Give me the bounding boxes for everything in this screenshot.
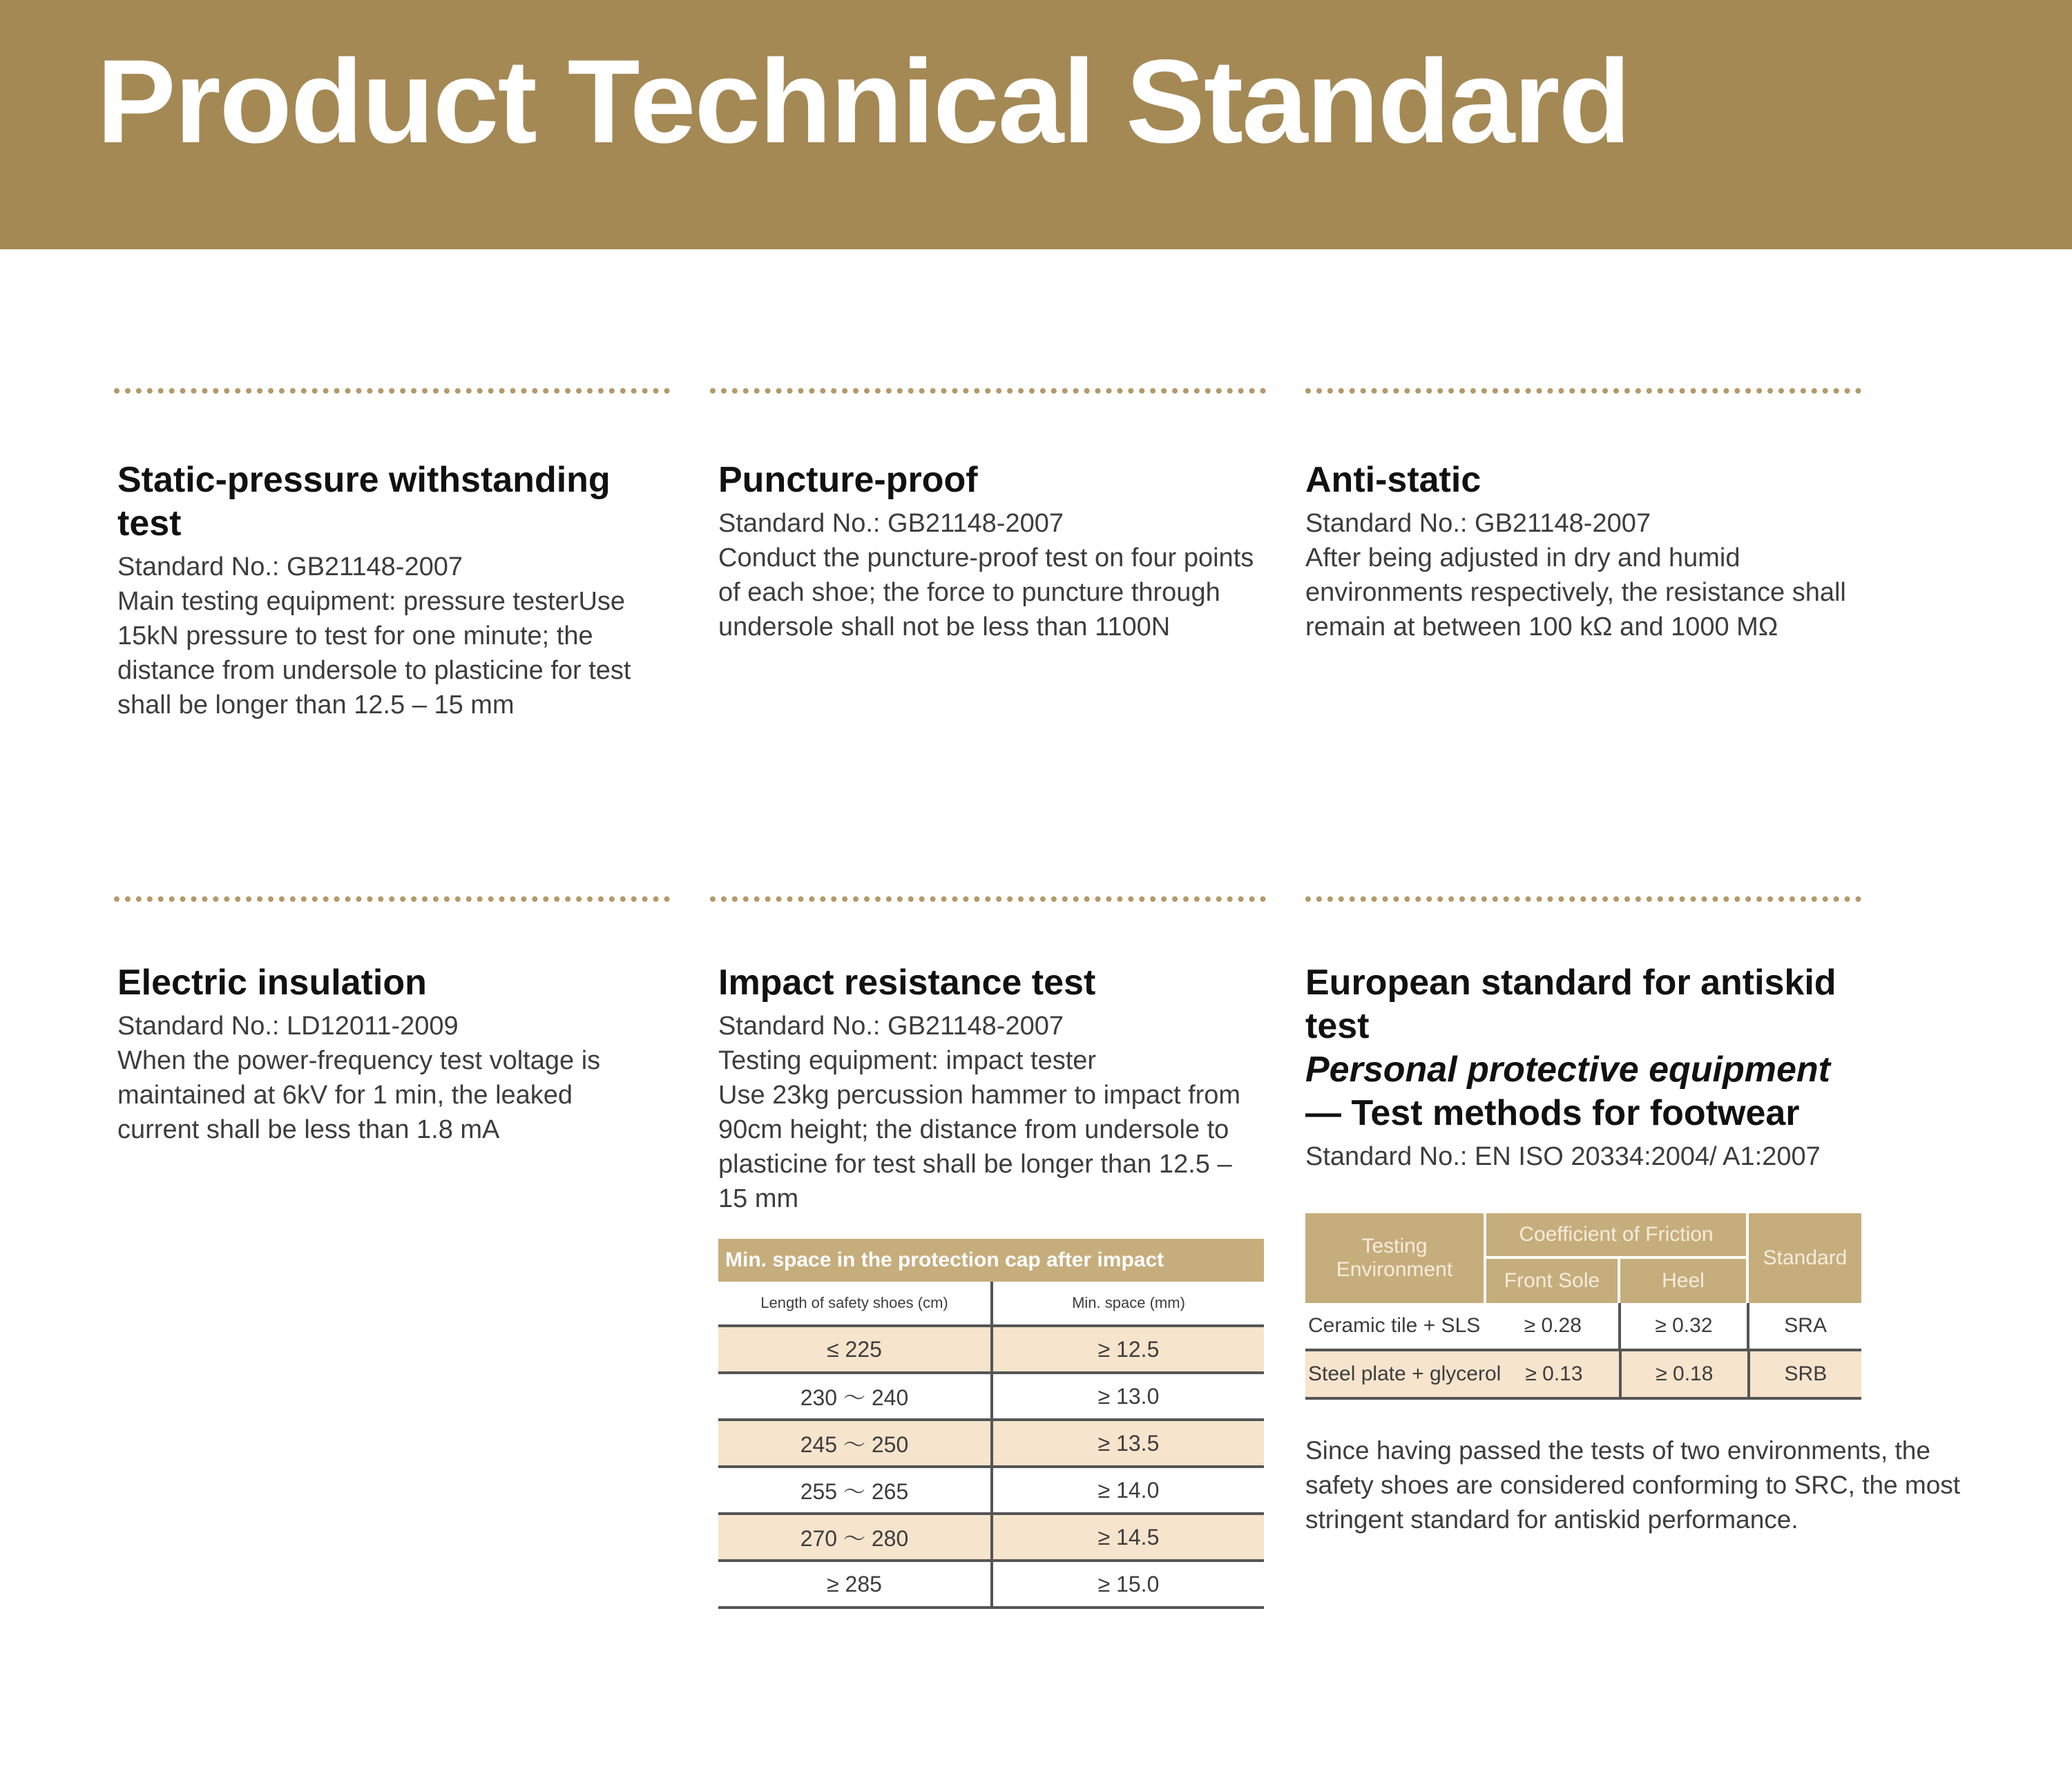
column-header: Standard xyxy=(1749,1213,1861,1303)
section-subtitle-italic: Personal protective equipment xyxy=(1305,1050,1830,1090)
section-body xyxy=(1305,506,1851,644)
table-cell: 255 ～ 265 xyxy=(718,1468,993,1512)
table-cell: ≥ 15.0 xyxy=(1097,1571,1160,1597)
section-title: Anti-static xyxy=(1305,460,1481,500)
section-anti-static xyxy=(1305,459,1851,644)
impact-table xyxy=(718,1239,1264,1609)
description: Use 23kg percussion hammer to impact from 90cm height; the distance from undersole to plasticine for test shall be longer than 12.5 – 15 mm xyxy=(718,1081,1241,1213)
section-static-pressure xyxy=(117,459,649,722)
table-row xyxy=(1305,1303,1861,1351)
section-puncture-proof xyxy=(718,459,1257,644)
section-title: Puncture-proof xyxy=(718,460,978,500)
description: When the power-frequency test voltage is maintained at 6kV for 1 min, the leaked current shall be less than 1.8 mA xyxy=(117,1046,601,1144)
table-cell: 245 ～ 250 xyxy=(718,1421,993,1465)
standard-number: Standard No.: GB21148-2007 xyxy=(718,1012,1064,1041)
table-cell: 230 ～ 240 xyxy=(718,1374,993,1418)
section-body xyxy=(718,506,1257,644)
table-cell: ≥ 14.5 xyxy=(1097,1524,1160,1550)
column-header: Coefficient of Friction xyxy=(1486,1213,1746,1256)
table-caption: Min. space in the protection cap after impact xyxy=(718,1239,1264,1282)
table-cell: ≥ 12.5 xyxy=(1097,1336,1160,1362)
table-row xyxy=(718,1515,1264,1562)
section-body xyxy=(718,1009,1264,1216)
table-cell: ≥ 0.13 xyxy=(1525,1362,1583,1385)
section-title: Electric insulation xyxy=(117,963,427,1003)
table-cell: ≥ 13.5 xyxy=(1097,1430,1160,1456)
table-row xyxy=(718,1562,1264,1609)
standard-number: Standard No.: GB21148-2007 xyxy=(1305,509,1651,538)
standard-number: Standard No.: GB21148-2007 xyxy=(117,552,463,581)
standard-number: Standard No.: EN ISO 20334:2004/ A1:2007 xyxy=(1305,1142,1821,1171)
table-cell: ≥ 0.18 xyxy=(1619,1351,1747,1397)
european-note xyxy=(1305,1429,1996,1537)
table-cell: ≥ 14.0 xyxy=(1097,1477,1160,1503)
table-cell: ≥ 0.28 xyxy=(1524,1314,1582,1337)
section-title: Static-pressure withstanding test xyxy=(117,460,611,543)
section-impact-resistance xyxy=(718,961,1264,1216)
table-cell: SRA xyxy=(1747,1303,1861,1349)
standard-number: Standard No.: LD12011-2009 xyxy=(117,1012,459,1041)
table-header-row xyxy=(718,1282,1264,1327)
divider xyxy=(114,388,670,394)
table-row xyxy=(718,1421,1264,1468)
table-cell: ≥ 13.0 xyxy=(1097,1383,1160,1409)
note-text: Since having passed the tests of two environments, the safety shoes are considered conforming to SRC, the most stringent standard for antiskid performance. xyxy=(1305,1436,1961,1534)
divider xyxy=(710,388,1266,394)
table-cell: Steel plate + glycerol xyxy=(1308,1362,1502,1385)
section-body xyxy=(117,550,649,722)
section-title: European standard for antiskid test xyxy=(1305,963,1836,1046)
section-title: Impact resistance test xyxy=(718,963,1096,1003)
description: Conduct the puncture-proof test on four points of each shoe; the force to puncture through undersole shall not be less than 1100N xyxy=(718,543,1254,642)
page-title: Product Technical Standard xyxy=(97,35,1630,168)
table-cell: ≤ 225 xyxy=(718,1327,993,1371)
standard-number: Standard No.: GB21148-2007 xyxy=(718,509,1064,538)
table-row xyxy=(718,1374,1264,1421)
section-subtitle: — Test methods for footwear xyxy=(1305,1093,1800,1133)
table-cell: ≥ 0.32 xyxy=(1618,1303,1747,1349)
divider xyxy=(114,896,670,902)
table-cell: SRB xyxy=(1747,1351,1861,1397)
column-header: Front Sole xyxy=(1486,1259,1618,1303)
section-body xyxy=(117,1009,656,1147)
divider xyxy=(1305,388,1861,394)
table-cell: Ceramic tile + SLS xyxy=(1308,1314,1481,1337)
section-body xyxy=(1305,1139,1858,1174)
column-header: Testing Environment xyxy=(1305,1213,1484,1303)
description: Main testing equipment: pressure testerUse 15kN pressure to test for one minute; the distance from undersole to plasticine for test shall be longer than 12.5 – 15 mm xyxy=(117,587,631,720)
section-electric-insulation xyxy=(117,961,656,1147)
table-cell: ≥ 285 xyxy=(718,1562,993,1606)
description: After being adjusted in dry and humid environments respectively, the resistance shall remain at between 100 kΩ and 1000 MΩ xyxy=(1305,543,1846,642)
section-european-standard xyxy=(1305,961,1858,1174)
divider xyxy=(1305,896,1861,902)
friction-table xyxy=(1305,1213,1861,1400)
title-banner xyxy=(0,0,2072,249)
column-header: Heel xyxy=(1620,1259,1746,1303)
column-header: Length of safety shoes (cm) xyxy=(718,1282,993,1324)
table-row xyxy=(1305,1351,1861,1400)
table-cell: 270 ～ 280 xyxy=(718,1515,993,1559)
column-header: Min. space (mm) xyxy=(1072,1294,1185,1311)
divider xyxy=(710,896,1266,902)
table-row xyxy=(718,1468,1264,1515)
equipment: Testing equipment: impact tester xyxy=(718,1046,1097,1075)
table-header xyxy=(1305,1213,1861,1303)
table-row xyxy=(718,1327,1264,1374)
